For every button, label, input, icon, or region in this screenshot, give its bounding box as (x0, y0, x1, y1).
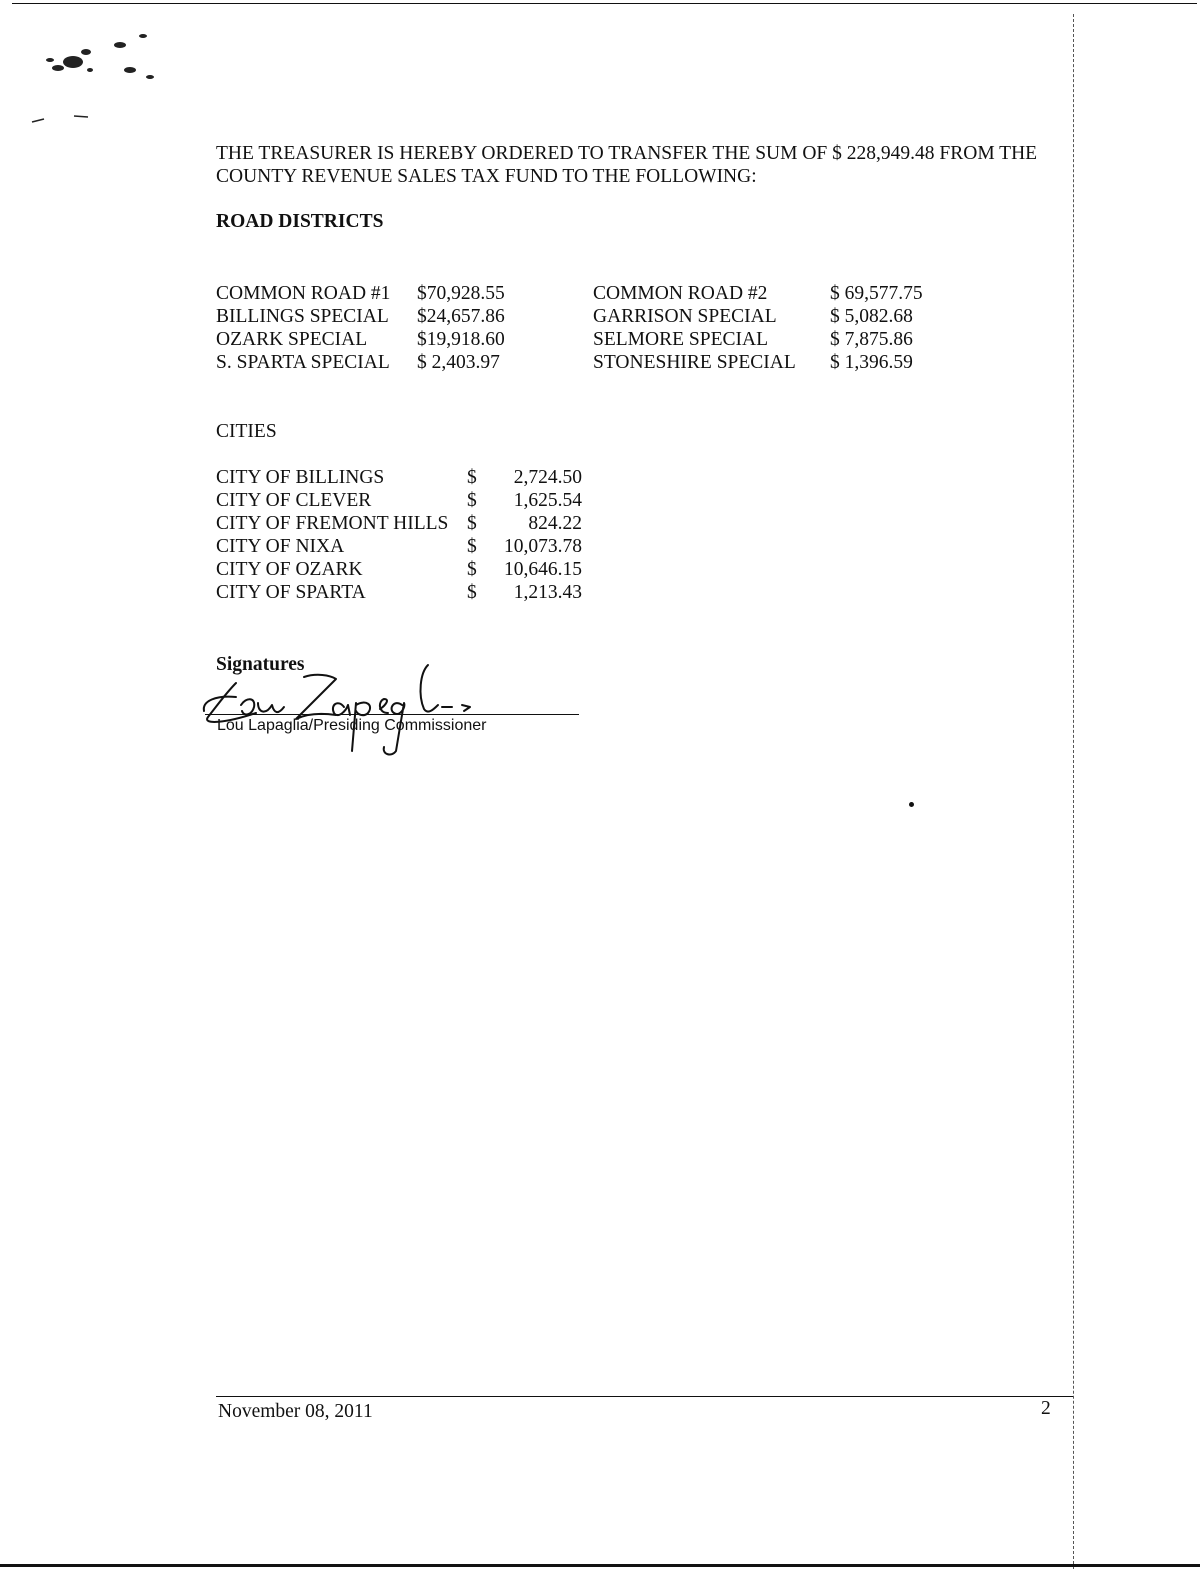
road-amount: $ 2,403.97 (417, 352, 500, 373)
city-name: CITY OF CLEVER (216, 490, 372, 511)
city-amount: 824.22 (528, 513, 582, 534)
city-row (216, 558, 582, 581)
currency-symbol: $ (467, 513, 477, 534)
road-name: SELMORE SPECIAL (593, 329, 768, 350)
city-name: CITY OF SPARTA (216, 582, 366, 603)
margin-edge (1073, 14, 1074, 1569)
city-name: CITY OF NIXA (216, 536, 345, 557)
cities-heading: CITIES (216, 421, 277, 442)
road-name: BILLINGS SPECIAL (216, 306, 389, 327)
city-row (216, 489, 582, 512)
road-amount: $ 7,875.86 (830, 329, 913, 350)
road-name: S. SPARTA SPECIAL (216, 352, 390, 373)
top-rule (12, 3, 1197, 4)
road-amount: $ 69,577.75 (830, 283, 923, 304)
city-amount: 10,073.78 (504, 536, 582, 557)
footer-rule (216, 1396, 1073, 1397)
city-amount: 2,724.50 (513, 467, 582, 488)
page-number: 2 (1041, 1398, 1051, 1419)
road-name: STONESHIRE SPECIAL (593, 352, 796, 373)
road-amount: $ 1,396.59 (830, 352, 913, 373)
footer-date: November 08, 2011 (218, 1401, 373, 1422)
road-amount: $ 5,082.68 (830, 306, 913, 327)
road-name: COMMON ROAD #1 (216, 283, 391, 304)
city-row (216, 581, 582, 604)
road-name: OZARK SPECIAL (216, 329, 368, 350)
road-amount: $24,657.86 (417, 306, 505, 327)
currency-symbol: $ (467, 467, 477, 488)
road-amount: $70,928.55 (417, 283, 505, 304)
city-row (216, 466, 582, 489)
city-amount: 1,625.54 (513, 490, 582, 511)
road-name: COMMON ROAD #2 (593, 283, 768, 304)
city-amount: 1,213.43 (513, 582, 582, 603)
city-row (216, 512, 582, 535)
handwritten-signature (196, 655, 496, 765)
road-name: GARRISON SPECIAL (593, 306, 777, 327)
city-row (216, 535, 582, 558)
currency-symbol: $ (467, 582, 477, 603)
scan-speck-dot (909, 802, 914, 807)
order-text-line-2: COUNTY REVENUE SALES TAX FUND TO THE FOLLOWING: (216, 166, 757, 187)
city-name: CITY OF OZARK (216, 559, 363, 580)
city-amount: 10,646.15 (504, 559, 582, 580)
city-name: CITY OF FREMONT HILLS (216, 513, 449, 534)
currency-symbol: $ (467, 536, 477, 557)
city-name: CITY OF BILLINGS (216, 467, 385, 488)
order-text-line-1: THE TREASURER IS HEREBY ORDERED TO TRANSFER THE SUM OF $ 228,949.48 FROM THE (216, 143, 1038, 164)
road-amount: $19,918.60 (417, 329, 505, 350)
currency-symbol: $ (467, 490, 477, 511)
scan-specks (28, 30, 178, 130)
signer-caption: Lou Lapaglia/Presiding Commissioner (217, 717, 487, 734)
signatures-heading: Signatures (216, 654, 305, 675)
road-districts-heading: ROAD DISTRICTS (216, 211, 384, 232)
bottom-rule (0, 1564, 1200, 1567)
currency-symbol: $ (467, 559, 477, 580)
cities-table (216, 466, 582, 604)
